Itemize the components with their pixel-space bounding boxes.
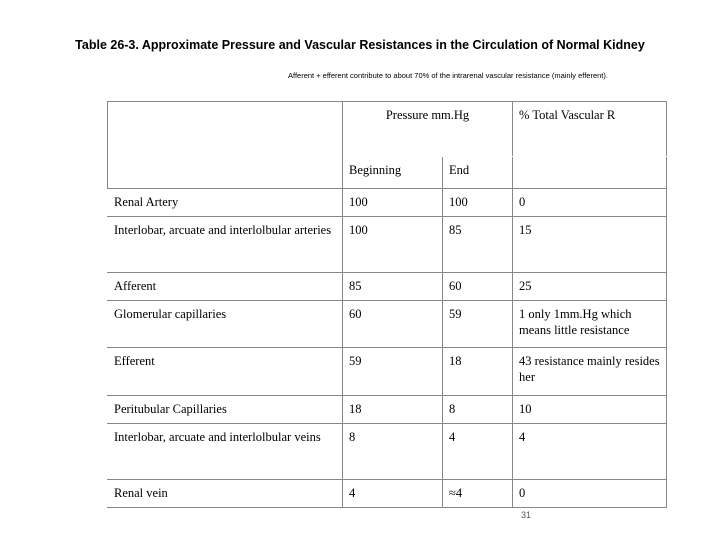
row-beginning: 18 (343, 396, 443, 424)
table-row (108, 217, 667, 273)
table-row (108, 396, 667, 424)
row-resistance: 4 (513, 424, 667, 480)
row-resistance: 10 (513, 396, 667, 424)
table-row (108, 480, 667, 508)
row-end: 60 (443, 273, 513, 301)
header-resistance-blank (513, 157, 667, 189)
row-end: 8 (443, 396, 513, 424)
header-end: End (443, 157, 513, 189)
page-number: 31 (521, 510, 532, 520)
row-end: ≈4 (443, 480, 513, 508)
row-name: Interlobar, arcuate and interlolbular veins (108, 424, 343, 480)
header-resistance: % Total Vascular R (513, 102, 667, 157)
row-beginning: 4 (343, 480, 443, 508)
row-beginning: 100 (343, 189, 443, 217)
row-resistance: 0 (513, 480, 667, 508)
row-end: 18 (443, 348, 513, 396)
row-resistance: 1 only 1mm.Hg which means little resistance (513, 301, 667, 348)
header-corner-cell (108, 102, 343, 189)
table-row (108, 189, 667, 217)
header-beginning: Beginning (343, 157, 443, 189)
row-end: 85 (443, 217, 513, 273)
table-row (108, 301, 667, 348)
row-name: Glomerular capillaries (108, 301, 343, 348)
table-row (108, 424, 667, 480)
row-beginning: 59 (343, 348, 443, 396)
row-end: 100 (443, 189, 513, 217)
row-name: Interlobar, arcuate and interlolbular arteries (108, 217, 343, 273)
row-beginning: 60 (343, 301, 443, 348)
row-end: 59 (443, 301, 513, 348)
row-end: 4 (443, 424, 513, 480)
row-name: Renal Artery (108, 189, 343, 217)
row-name: Efferent (108, 348, 343, 396)
table-row (108, 273, 667, 301)
table-row (108, 348, 667, 396)
row-beginning: 100 (343, 217, 443, 273)
row-name: Peritubular Capillaries (108, 396, 343, 424)
row-resistance: 43 resistance mainly resides her (513, 348, 667, 396)
header-pressure: Pressure mm.Hg (343, 102, 513, 157)
pressure-resistance-table (107, 101, 667, 508)
table-note: Afferent + efferent contribute to about 70% of the intrarenal vascular resistance (mainly efferent). (288, 71, 608, 80)
row-resistance: 0 (513, 189, 667, 217)
row-beginning: 85 (343, 273, 443, 301)
table-header-row (108, 102, 667, 157)
row-name: Afferent (108, 273, 343, 301)
row-resistance: 15 (513, 217, 667, 273)
row-name: Renal vein (108, 480, 343, 508)
row-resistance: 25 (513, 273, 667, 301)
row-beginning: 8 (343, 424, 443, 480)
page-title: Table 26-3. Approximate Pressure and Vascular Resistances in the Circulation of Normal Kidney (75, 38, 645, 52)
